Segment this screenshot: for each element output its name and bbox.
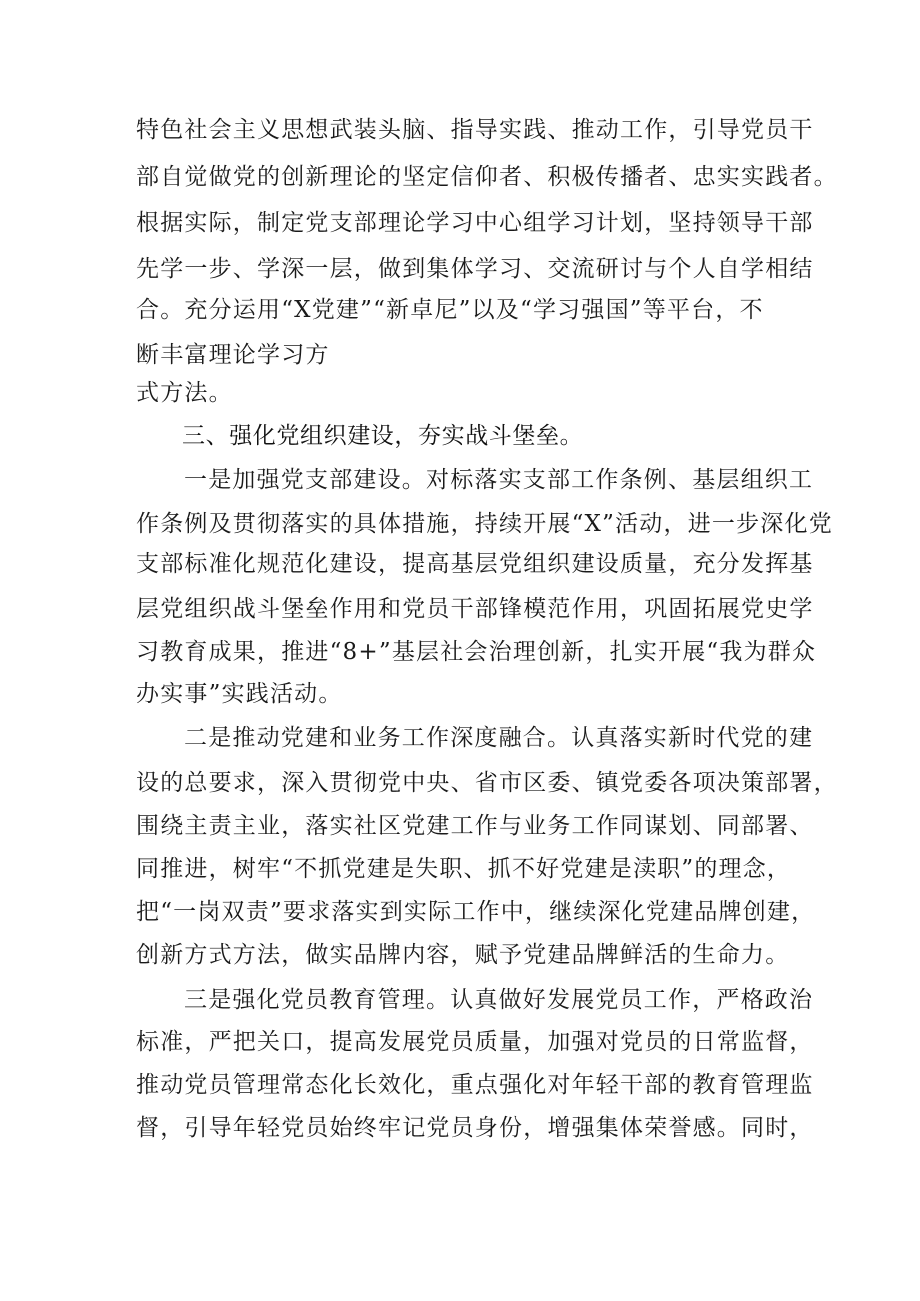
- text-line: 推动党员管理常态化长效化，重点强化对年轻干部的教育管理监: [136, 1072, 814, 1098]
- text-line: 督，引导年轻党员始终牢记党员身份，增强集体荣誉感。同时，: [136, 1115, 814, 1141]
- text-line: 二是推动党建和业务工作深度融合。认真落实新时代党的建: [184, 725, 814, 751]
- text-line: 断丰富理论学习方: [136, 342, 330, 368]
- text-line: 作条例及贯彻落实的具体措施，持续开展“X”活动，进一步深化党: [136, 511, 833, 537]
- section-heading: 三、强化党组织建设，夯实战斗堡垒。: [182, 423, 584, 449]
- text-line: 三是强化党员教育管理。认真做好发展党员工作，严格政治: [184, 987, 814, 1013]
- text-line: 部自觉做党的创新理论的坚定信仰者、积极传播者、忠实实践者。: [136, 164, 838, 190]
- text-line: 一是加强党支部建设。对标落实支部工作条例、基层组织工: [184, 467, 814, 493]
- text-line: 设的总要求，深入贯彻党中央、省市区委、镇党委各项决策部署，: [136, 770, 838, 796]
- text-line: 先学一步、学深一层，做到集体学习、交流研讨与个人自学相结: [136, 256, 814, 282]
- text-line: 根据实际，制定党支部理论学习中心组学习计划，坚持领导干部: [136, 210, 814, 236]
- text-line: 把“一岗双责”要求落实到实际工作中，继续深化党建品牌创建，: [136, 899, 816, 925]
- text-line: 式方法。: [136, 380, 233, 406]
- text-line: 同推进，树牢“不抓党建是失职、抓不好党建是渎职”的理念，: [136, 856, 792, 882]
- text-line: 支部标准化规范化建设，提高基层党组织建设质量，充分发挥基: [136, 551, 814, 577]
- text-line: 围绕主责主业，落实社区党建工作与业务工作同谋划、同部署、: [136, 813, 814, 839]
- text-line: 层党组织战斗堡垒作用和党员干部锋模范作用，巩固拓展党史学: [136, 596, 814, 622]
- text-line: 特色社会主义思想武装头脑、指导实践、推动工作，引导党员干: [136, 117, 814, 143]
- text-line: 习教育成果，推进“8+”基层社会治理创新，扎实开展“我为群众: [136, 639, 817, 665]
- text-line: 合。充分运用“X党建”“新卓尼”以及“学习强国”等平台，不: [136, 297, 764, 323]
- text-line: 标准，严把关口，提高发展党员质量，加强对党员的日常监督，: [136, 1029, 814, 1055]
- text-line: 创新方式方法，做实品牌内容，赋予党建品牌鲜活的生命力。: [136, 942, 790, 968]
- text-line: 办实事”实践活动。: [136, 681, 343, 707]
